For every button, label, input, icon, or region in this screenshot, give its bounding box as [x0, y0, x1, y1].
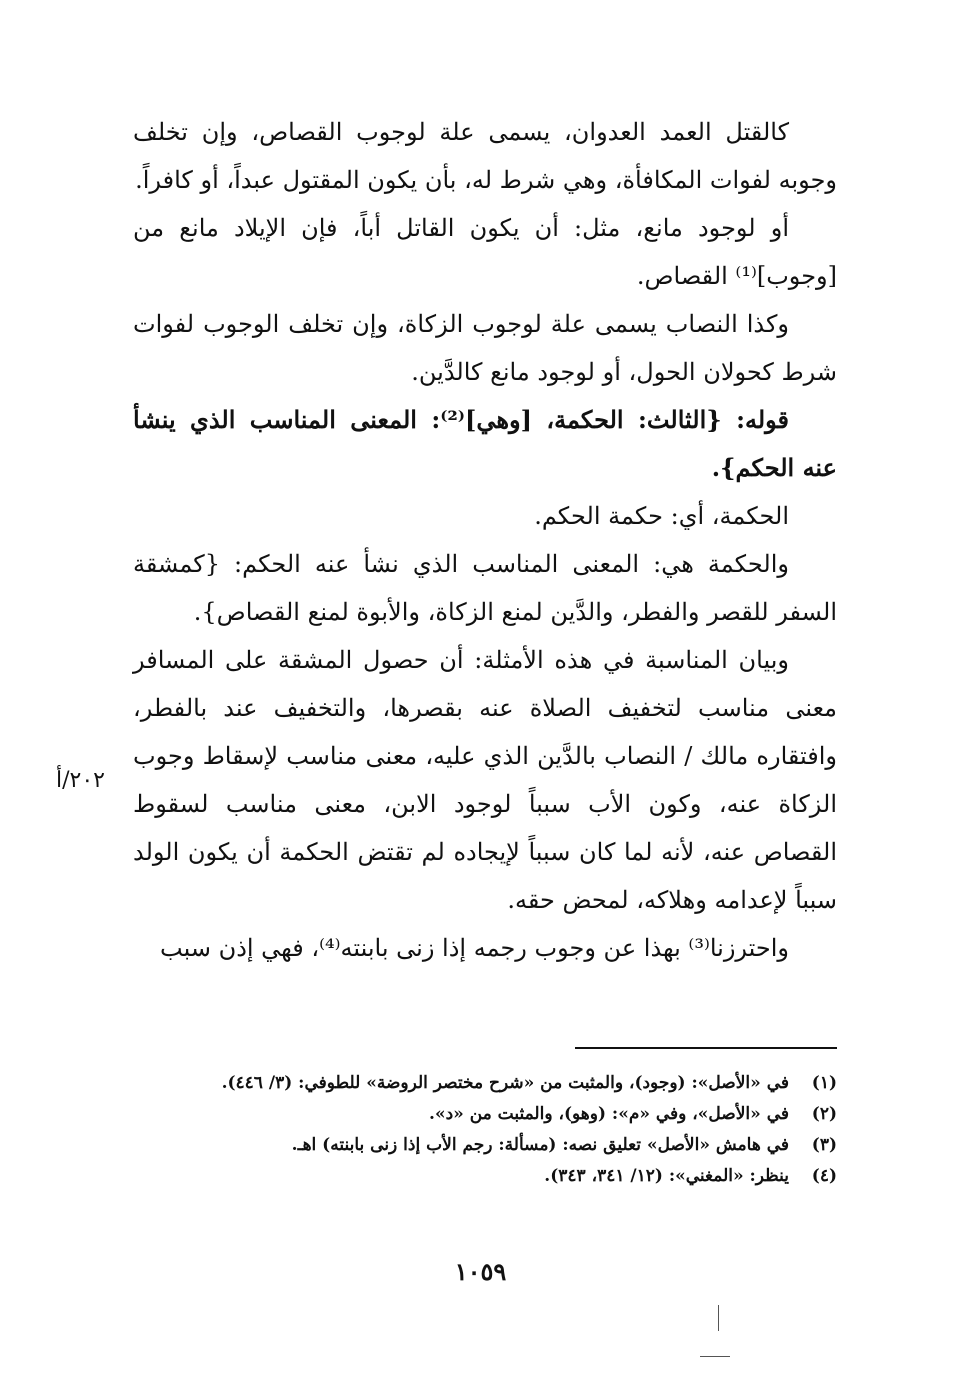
footnote [137, 1099, 837, 1130]
paragraph: والحكمة هي: المعنى المناسب الذي نشأ عنه الحكم: {كمشقة السفر للقصر والفطر، والدَّين لمنع الزكاة، والأبوة لمنع القصاص}. [133, 550, 837, 626]
footnote-text: في هامش «الأصل» تعليق نصه: (مسألة: رجم الأب إذا زنى بابنته) اهـ. [291, 1135, 789, 1155]
paragraph: كالقتل العمد العدوان، يسمى علة لوجوب القصاص، وإن تخلف وجوبه لفوات المكافأة، وهي شرط له، بأن يكون المقتول عبداً، أو كافراً. [133, 118, 837, 194]
footnote [137, 1068, 837, 1099]
paragraph: وكذا النصاب يسمى علة لوجوب الزكاة، وإن تخلف الوجوب لفوات شرط كحولان الحول، أو لوجود مانع كالدَّين. [133, 310, 837, 386]
paragraph: الحكمة، أي: حكمة الحكم. [534, 502, 789, 530]
footnote-text: في «الأصل»، وفي «م»: (وهو)، والمثبت من «د». [429, 1104, 789, 1124]
paragraph: واحترزنا⁽³⁾ بهذا عن وجوب رجمه إذا زنى بابنته⁽⁴⁾، فهي إذن سبب [160, 934, 789, 962]
footnote [137, 1161, 837, 1192]
footnote-number: (٣) [811, 1135, 837, 1155]
quoted-paragraph: قوله: {الثالث: الحكمة، [وهي]⁽²⁾: المعنى المناسب الذي ينشأ عنه الحكم}. [133, 405, 837, 482]
main-text [133, 108, 837, 972]
footnote-text: في «الأصل»: (وجود)، والمثبت من «شرح مختصر الروضة» للطوفي: (٣/ ٤٤٦). [221, 1073, 789, 1093]
footnote [137, 1130, 837, 1161]
footnotes [137, 1068, 837, 1192]
page-number: ١٠٥٩ [454, 1257, 507, 1286]
footnote-number: (٢) [811, 1104, 837, 1124]
margin-folio-note: ٢٠٢/أ [56, 768, 105, 793]
scan-artifact [718, 1305, 719, 1331]
paragraph: وبيان المناسبة في هذه الأمثلة: أن حصول المشقة على المسافر معنى مناسب لتخفيف الصلاة عنه بقصرها، والتخفيف عند بالفطر، وافتقاره مالك / النصاب بالدَّين الذي عليه، معنى مناسب لإسقاط وجوب الزكاة عنه، وكون الأب سبباً لوجود الابن، معنى مناسب لسقوط القصاص عنه، لأنه لما كان سبباً لإيجاده لم تقتض الحكمة أن يكون الولد سبباً لإعدامه وهلاكه، لمحض حقه. [133, 646, 837, 914]
footnote-divider [575, 1047, 837, 1049]
paragraph: أو لوجود مانع، مثل: أن يكون القاتل أباً، فإن الإيلاد مانع من [وجوب]⁽¹⁾ القصاص. [133, 214, 837, 290]
scan-artifact [700, 1356, 730, 1357]
footnote-text: ينظر: «المغني»: (١٢/ ٣٤١، ٣٤٣). [544, 1166, 789, 1186]
footnote-number: (١) [811, 1073, 837, 1093]
footnote-number: (٤) [811, 1166, 837, 1186]
